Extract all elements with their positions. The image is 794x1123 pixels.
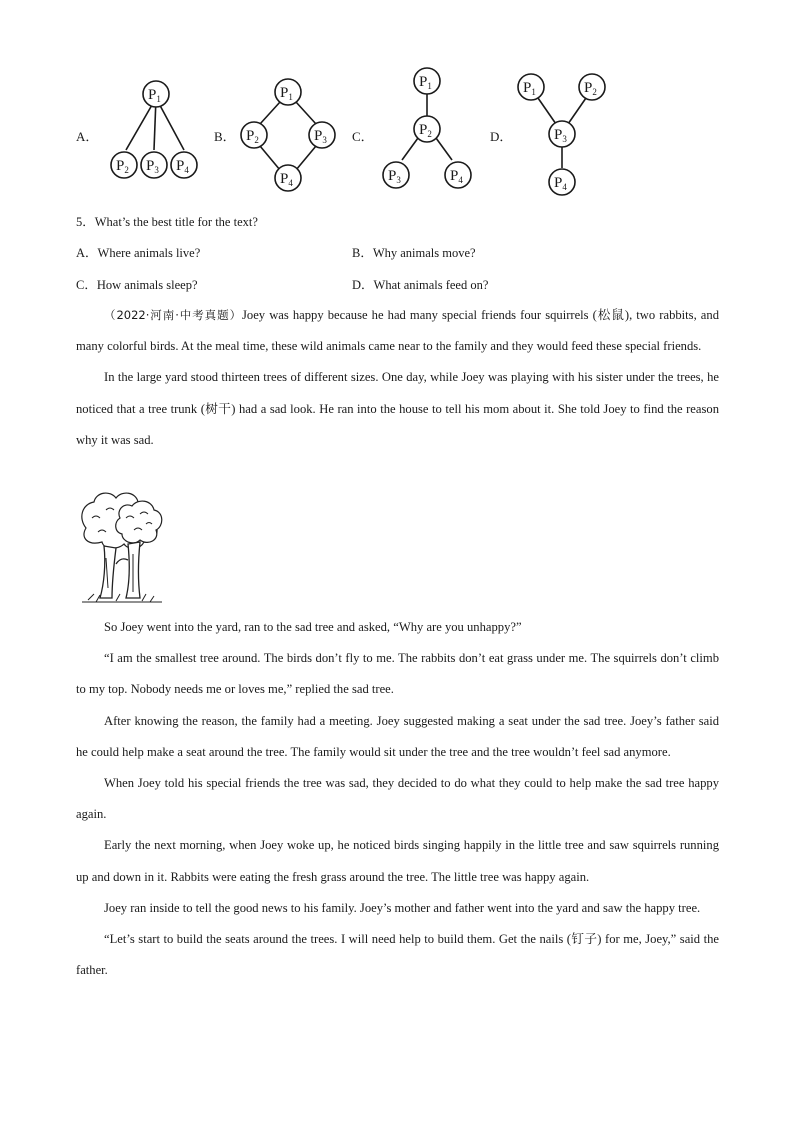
passage-paragraph-6: When Joey told his special friends the tree was sad, they decided to do what they could to help make the sad tree happy again. [76,776,719,822]
svg-text:P1: $P_1$ [419,74,432,91]
option-b-letter[interactable]: B． [214,129,236,144]
node-p3 [309,122,335,148]
svg-text:P3: $P_3$ [388,168,401,185]
svg-text:P4: $P_4$ [554,175,567,192]
node-p2 [579,74,605,100]
option-b-diagram[interactable] [232,74,342,192]
svg-text:P1: $P_1$ [280,85,293,102]
question-5-stem: 5．What’s the best title for the text? [76,215,258,229]
node-p2 [111,152,137,178]
question-5-option-a[interactable]: A．Where animals live? [76,246,201,260]
svg-text:P2: $P_2$ [116,158,129,175]
svg-text:P1: $P_1$ [148,87,161,104]
question-5-option-d[interactable]: D．What animals feed on? [352,278,489,292]
node-p1 [143,81,169,107]
svg-text:P3: $P_3$ [554,127,567,144]
option-d-letter[interactable]: D． [490,129,513,144]
node-p3 [141,152,167,178]
svg-text:P2: $P_2$ [419,122,432,139]
node-p4 [445,162,471,188]
svg-text:P2: $P_2$ [246,128,259,145]
tree-illustration [76,488,166,606]
svg-text:P2: $P_2$ [584,80,597,97]
svg-text:P1: $P_1$ [523,80,536,97]
passage-paragraph-2: In the large yard stood thirteen trees of different sizes. One day, while Joey was playing with his sister under the trees, he noticed that a tree trunk (树干) had a sad look. He ran into the house to tell his mom about it. She told Joey to find the reason why it was sad. [76,370,719,447]
node-p3 [549,121,575,147]
option-a-diagram[interactable] [104,74,204,186]
question-5-option-b[interactable]: B．Why animals move? [352,246,476,260]
svg-text:P4: $P_4$ [450,168,463,185]
svg-text:P4: $P_4$ [280,171,293,188]
passage-paragraph-8: Joey ran inside to tell the good news to his family. Joey’s mother and father went into the yard and saw the happy tree. [104,900,701,915]
question-5-option-c[interactable]: C．How animals sleep? [76,278,198,292]
passage-paragraph-7: Early the next morning, when Joey woke up, he noticed birds singing happily in the little tree and saw squirrels running up and down in it. Rabbits were eating the fresh grass around the tree. The little tree was happy again. [76,838,719,884]
passage-paragraph-3: So Joey went into the yard, ran to the sad tree and asked, “Why are you unhappy?” [104,620,522,634]
node-p4 [275,165,301,191]
passage-part-2 [76,612,719,986]
node-p2 [241,122,267,148]
option-c-diagram[interactable] [372,64,482,194]
passage-part-1 [76,300,719,456]
diagram-options [0,60,794,210]
node-p4 [171,152,197,178]
passage-paragraph-5: After knowing the reason, the family had a meeting. Joey suggested making a seat under the sad tree. Joey’s father said he could help make a seat around the tree. The family would sit under the tree and the tree wouldn’t feel sad anymore. [76,713,719,759]
node-p2 [414,116,440,142]
node-p1 [414,68,440,94]
node-p1 [518,74,544,100]
passage-paragraph-9: “Let’s start to build the seats around the trees. I will need help to build them. Get the nails (钉子) for me, Joey,” said the father. [76,932,719,978]
passage-paragraph-1: （2022·河南·中考真题）Joey was happy because he had many special friends four squirrels (松鼠), two rabbits, and many colorful birds. At the meal time, these wild animals came near to the family and they would feed these special friends. [76,308,719,354]
svg-text:P4: $P_4$ [176,158,189,175]
option-d-diagram[interactable] [508,68,618,198]
passage-paragraph-4: “I am the smallest tree around. The birds don’t fly to me. The rabbits don’t eat grass under me. The squirrels don’t climb to my top. Nobody needs me or loves me,” replied the sad tree. [76,651,719,697]
node-p1 [275,79,301,105]
node-p3 [383,162,409,188]
svg-text:P3: $P_3$ [314,128,327,145]
node-p4 [549,169,575,195]
option-a-letter[interactable]: A． [76,129,99,144]
passage-source: （2022·河南·中考真题） [104,308,243,322]
svg-text:P3: $P_3$ [146,158,159,175]
option-c-letter[interactable]: C． [352,129,374,144]
